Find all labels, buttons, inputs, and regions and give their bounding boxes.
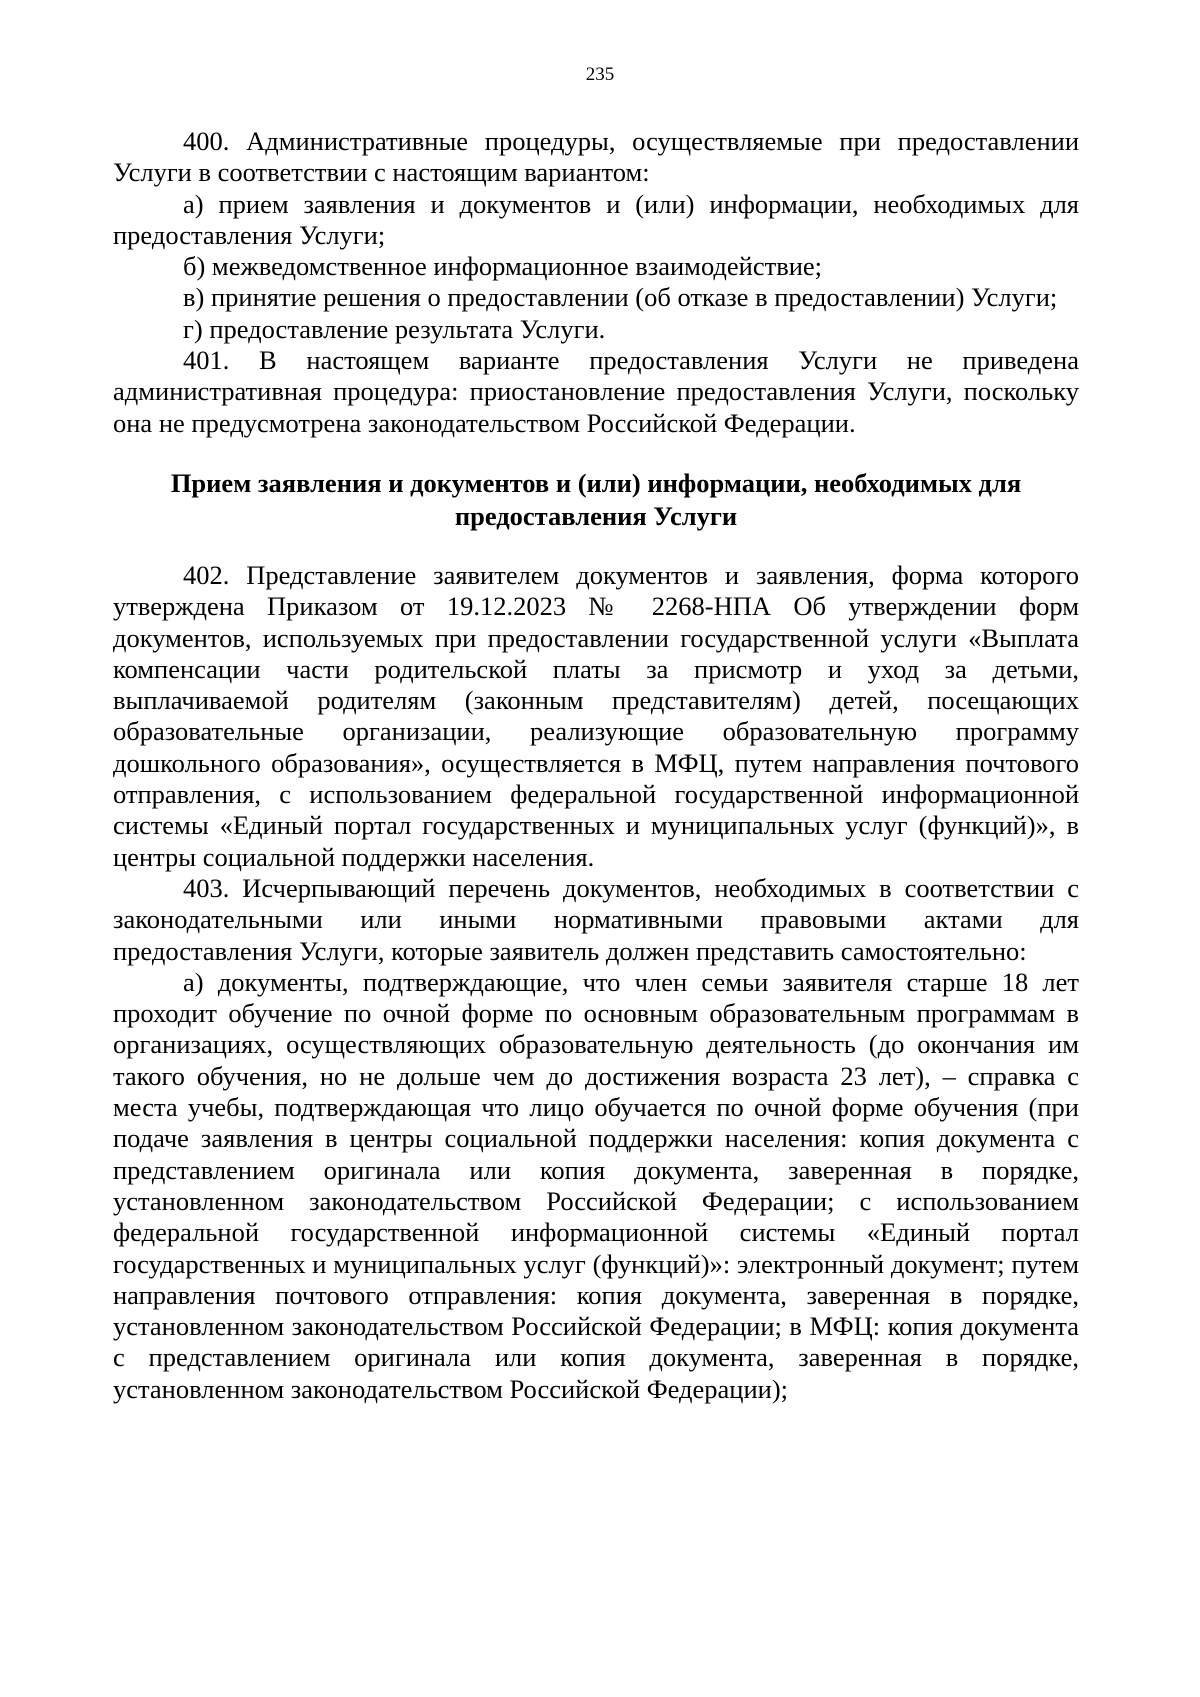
paragraph-403: 403. Исчерпывающий перечень документов, необходимых в соответствии с законодательными или иными нормативными правовыми актами для предоставления Услуги, которые заявитель должен представить самостоятельно: (113, 872, 1079, 966)
document-body (113, 126, 1079, 1405)
paragraph-402: 402. Представление заявителем документов и заявления, форма которого утверждена Приказом от 19.12.2023 № 2268-НПА Об утверждении форм документов, используемых при предоставлении государственной услуги «Выплата компенсации части родительской платы за присмотр и уход за детьми, выплачиваемой родителям (законным представителям) детей, посещающих образовательные организации, реализующие образовательную программу дошкольного образования», осуществляется в МФЦ, путем направления почтового отправления, с использованием федеральной государственной информационной системы «Единый портал государственных и муниципальных услуг (функций)», в центры социальной поддержки населения. (113, 559, 1079, 872)
section-heading: Прием заявления и документов и (или) информации, необходимых для предоставления Услуги (170, 467, 1022, 531)
list-item-v: в) принятие решения о предоставлении (об отказе в предоставлении) Услуги; (183, 282, 1058, 313)
page-number: 235 (585, 64, 615, 85)
paragraph-400: 400. Административные процедуры, осуществляемые при предоставлении Услуги в соответствии с настоящим вариантом: (113, 126, 1079, 188)
list-item-b: б) межведомственное информационное взаимодействие; (183, 251, 823, 282)
paragraph-401: 401. В настоящем варианте предоставления Услуги не приведена административная процедура: приостановление предоставления Услуги, поскольку она не предусмотрена законодательством Российской Федерации. (113, 345, 1079, 438)
list-item-g: г) предоставление результата Услуги. (183, 313, 606, 344)
list-item-a: а) прием заявления и документов и (или) информации, необходимых для предоставления Услуги; (113, 188, 1079, 250)
list-item-a-documents: а) документы, подтверждающие, что член семьи заявителя старше 18 лет проходит обучение по очной форме по основным образовательным программам в организациях, осуществляющих образовательную деятельность (до окончания им такого обучения, но не дольше чем до достижения возраста 23 лет), – справка с места учебы, подтверждающая что лицо обучается по очной форме обучения (при подаче заявления в центры социальной поддержки населения: копия документа с представлением оригинала или копия документа, заверенная в порядке, установленном законодательством Российской Федерации; с использованием федеральной государственной информационной системы «Единый портал государственных и муниципальных услуг (функций)»: электронный документ; путем направления почтового отправления: копия документа, заверенная в порядке, установленном законодательством Российской Федерации; в МФЦ: копия документа с представлением оригинала или копия документа, заверенная в порядке, установленном законодательством Российской Федерации); (113, 966, 1079, 1404)
